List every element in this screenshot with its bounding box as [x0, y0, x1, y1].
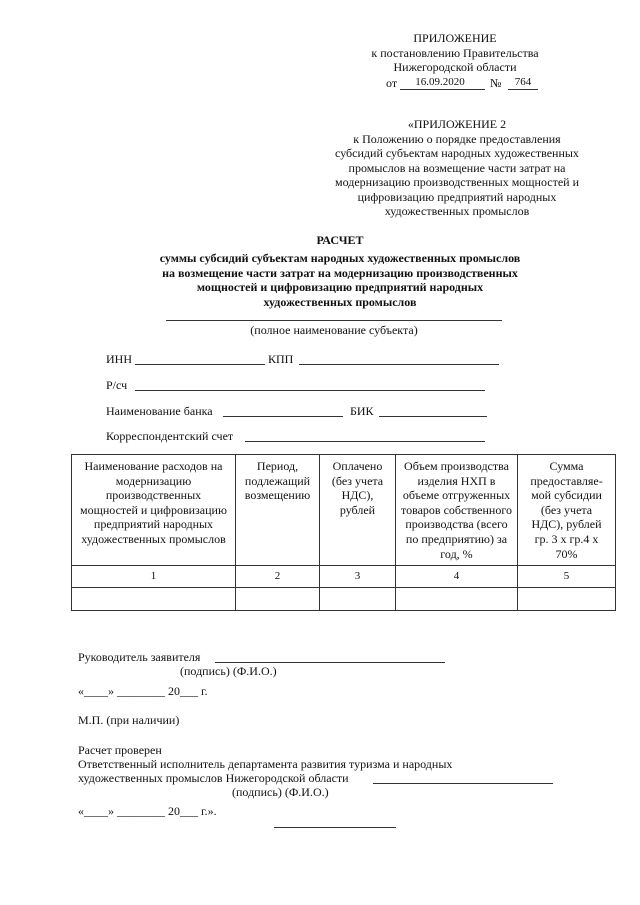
stamp-label: М.П. (при наличии) [78, 713, 180, 727]
head-signature-field[interactable] [215, 662, 445, 663]
kpp-field[interactable] [299, 364, 499, 365]
column-number: 3 [320, 566, 396, 588]
kpp-label: КПП [268, 352, 294, 366]
sign-caption: (подпись) (Ф.И.О.) [232, 785, 329, 799]
checked-label: Расчет проверен [78, 743, 162, 757]
resolution-number: 764 [514, 76, 532, 88]
executor-line: Ответственный исполнитель департамента развития туризма и народных [78, 757, 453, 771]
corr-account-label: Корреспондентский счет [106, 429, 234, 443]
title-line: на возмещение части затрат на модернизацию производственных [162, 265, 518, 280]
resolution-line: к постановлению Правительства [371, 45, 539, 60]
table-cell[interactable] [518, 588, 616, 611]
table-number-row [72, 566, 616, 588]
table-cell[interactable] [320, 588, 396, 611]
appendix2-line: промыслов на возмещение части затрат на [348, 160, 566, 175]
inn-field[interactable] [135, 364, 265, 365]
table-cell[interactable] [72, 588, 236, 611]
bank-name-label: Наименование банка [106, 404, 213, 418]
table-cell[interactable] [396, 588, 518, 611]
account-label: Р/сч [106, 378, 128, 392]
table-row [72, 588, 616, 611]
table-cell[interactable] [236, 588, 320, 611]
table-header-row [72, 455, 616, 566]
title-line: мощностей и цифровизацию предприятий народных [196, 280, 484, 295]
executor-line: художественных промыслов Нижегородской области [78, 771, 349, 785]
executor-signature-field[interactable] [373, 783, 553, 784]
closing-divider [274, 827, 396, 828]
appendix2-line: модернизацию производственных мощностей и [334, 175, 580, 189]
calculation-table [71, 454, 616, 611]
subject-caption: (полное наименование субъекта) [250, 323, 418, 337]
column-number: 2 [236, 566, 320, 588]
table-header-cell: Оплачено (без учета НДС), рублей [320, 455, 396, 566]
account-field[interactable] [135, 390, 485, 391]
table-header-cell: Сумма предоставляе-мой субсидии (без учета НДС), рублей гр. 3 x гр.4 x 70% [518, 455, 616, 566]
appendix-label: ПРИЛОЖЕНИЕ [413, 31, 497, 45]
appendix2-title: «ПРИЛОЖЕНИЕ 2 [407, 117, 507, 131]
column-number: 4 [396, 566, 518, 588]
column-number: 5 [518, 566, 616, 588]
resolution-header [360, 31, 550, 75]
bank-name-field[interactable] [223, 416, 343, 417]
from-label: от [386, 76, 398, 90]
corr-account-field[interactable] [245, 441, 485, 442]
appendix2-line: цифровизацию предприятий народных [357, 189, 557, 204]
document-title [70, 233, 610, 310]
bik-label: БИК [350, 404, 374, 418]
title-line: художественных промыслов [263, 295, 417, 310]
table-header-cell: Наименование расходов на модернизацию производственных мощностей и цифровизацию предприятий народных художественных промыслов [72, 455, 236, 566]
date-line: «____» ________ 20___ г. [78, 684, 208, 698]
date-line: «____» ________ 20___ г.». [78, 804, 217, 818]
table-header-cell: Объем производства изделия НХП в объеме отгруженных товаров собственного производства (всего по предприятию) за год, % [396, 455, 518, 566]
appendix2-line: к Положению о порядке предоставления [353, 131, 561, 146]
appendix2-line: художественных промыслов [384, 204, 530, 218]
appendix2-block [312, 117, 602, 219]
appendix2-line: субсидий субъектам народных художественных [335, 146, 579, 160]
resolution-date: 16.09.2020 [415, 76, 465, 88]
number-label: № [490, 76, 502, 90]
column-number: 1 [72, 566, 236, 588]
bik-field[interactable] [379, 416, 487, 417]
title-line: суммы субсидий субъектам народных художественных промыслов [159, 250, 521, 265]
title-main: РАСЧЕТ [316, 233, 364, 247]
date-number-line [386, 76, 546, 92]
head-label: Руководитель заявителя [78, 650, 201, 664]
inn-label: ИНН [106, 352, 132, 366]
subject-name-line[interactable] [166, 320, 502, 321]
sign-caption: (подпись) (Ф.И.О.) [180, 664, 277, 678]
region-line: Нижегородской области [393, 60, 517, 74]
table-header-cell: Период, подлежащий возмещению [236, 455, 320, 566]
